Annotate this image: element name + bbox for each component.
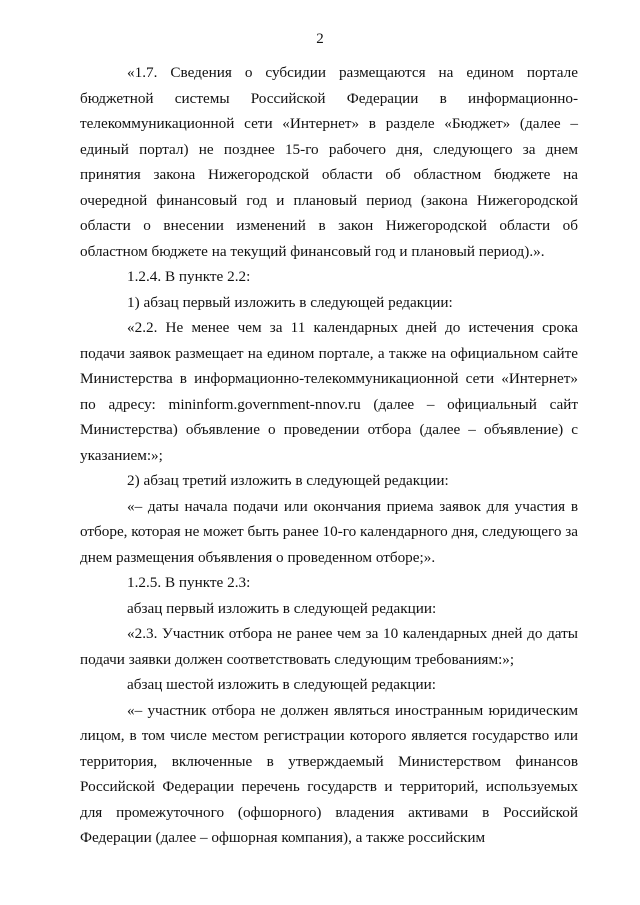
- page-number: 2: [316, 31, 324, 47]
- paragraph-sixth-abzac: абзац шестой изложить в следующей редакции:: [127, 676, 436, 693]
- paragraph-1-7-subsidy-info: «1.7. Сведения о субсидии размещаются на едином портале бюджетной системы Российской Федерации в информационно-телекоммуникационной сети «Интернет» в разделе «Бюджет» (далее – единый портал) не позднее 15-го рабочего дня, следующего за днем принятия закона Нижегородской области об областном бюджете на очередной финансовый год и плановый период (закона Нижегородской области о внесении изменений в закон Нижегородской области об областном бюджете на текущий финансовый год и плановый период).».: [80, 64, 578, 260]
- document-body: [80, 60, 578, 851]
- paragraph-item-2: 2) абзац третий изложить в следующей редакции:: [127, 472, 449, 489]
- paragraph-foreign-entity-clause: «– участник отбора не должен являться иностранным юридическим лицом, в том числе местом регистрации которого является государство или территория, включенные в утверждаемый Министерством финансов Российской Федерации перечень государств и территорий, используемых для промежуточного (офшорного) владения активами в Российской Федерации (далее – офшорная компания), а также российским: [80, 701, 578, 846]
- paragraph-dates-clause: «– даты начала подачи или окончания приема заявок для участия в отборе, которая не может быть ранее 10-го календарного дня, следующего за днем размещения объявления о проведенном отборе;».: [80, 497, 578, 566]
- paragraph-2-3-requirements: «2.3. Участник отбора не ранее чем за 10 календарных дней до даты подачи заявки должен соответствовать следующим требованиям:»;: [80, 625, 578, 668]
- paragraph-1-2-5-heading: 1.2.5. В пункте 2.3:: [127, 574, 251, 591]
- paragraph-2-2-announcement: «2.2. Не менее чем за 11 календарных дней до истечения срока подачи заявок размещает на едином портале, а также на официальном сайте Министерства в информационно-телекоммуникационной сети «Интернет» по адресу: mininform.government-nnov.ru (далее – официальный сайт Министерства) объявление о проведении отбора (далее – объявление) с указанием:»;: [80, 319, 578, 464]
- paragraph-first-abzac: абзац первый изложить в следующей редакции:: [127, 599, 437, 617]
- paragraph-1-2-4-heading: 1.2.4. В пункте 2.2:: [127, 268, 251, 285]
- paragraph-item-1: 1) абзац первый изложить в следующей редакции:: [127, 293, 453, 311]
